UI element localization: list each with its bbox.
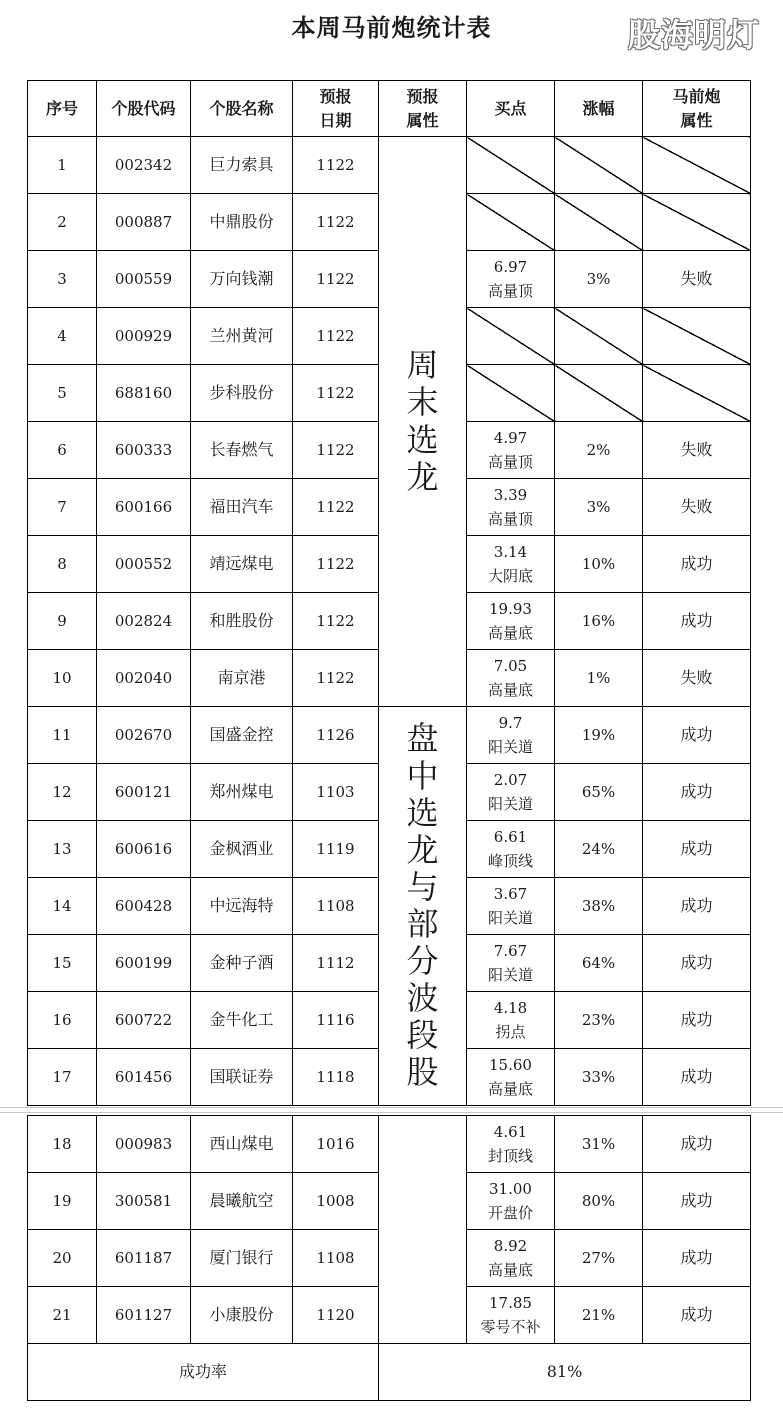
buy-price: 3.39 (493, 486, 528, 504)
cell-result: 成功 (643, 1287, 751, 1344)
group-char: 龙 (406, 457, 439, 496)
buy-type: 高量底 (487, 1261, 533, 1279)
cell-forecast-date: 1122 (293, 365, 379, 422)
cell-gain: 19% (555, 707, 643, 764)
cell-stock-name: 中远海特 (191, 878, 293, 935)
cell-buy-point (467, 935, 555, 992)
cell-stock-code: 000983 (97, 1116, 191, 1173)
header-code: 个股代码 (97, 81, 191, 137)
cell-gain-empty (555, 365, 643, 422)
cell-result-empty (643, 194, 751, 251)
cell-result: 成功 (643, 878, 751, 935)
buy-type: 阳关道 (487, 795, 533, 813)
cell-forecast-date: 1122 (293, 194, 379, 251)
group-intraday-pick (379, 707, 467, 1106)
cell-forecast-date: 1122 (293, 536, 379, 593)
cell-gain: 24% (555, 821, 643, 878)
cell-forecast-date: 1108 (293, 1230, 379, 1287)
group-char: 龙 (406, 830, 439, 869)
buy-price: 6.61 (493, 828, 528, 846)
cell-gain: 3% (555, 479, 643, 536)
cell-gain: 10% (555, 536, 643, 593)
cell-buy-point-empty (467, 308, 555, 365)
cell-result: 成功 (643, 707, 751, 764)
cell-stock-code: 601456 (97, 1049, 191, 1106)
cell-forecast-date: 1122 (293, 137, 379, 194)
cell-buy-point (467, 593, 555, 650)
cell-buy-point (467, 707, 555, 764)
buy-price: 4.18 (493, 999, 528, 1017)
cell-stock-code: 600199 (97, 935, 191, 992)
cell-seq: 19 (28, 1173, 97, 1230)
cell-buy-point (467, 536, 555, 593)
cell-buy-point (467, 1287, 555, 1344)
group-char: 波 (406, 979, 439, 1018)
cell-seq: 13 (28, 821, 97, 878)
buy-price: 8.92 (493, 1237, 528, 1255)
buy-price: 4.97 (493, 429, 528, 447)
cell-gain: 64% (555, 935, 643, 992)
cell-result-empty (643, 137, 751, 194)
cell-forecast-date: 1120 (293, 1287, 379, 1344)
group-char: 与 (406, 867, 439, 906)
buy-type: 拐点 (495, 1023, 526, 1041)
group-char: 部 (406, 905, 439, 943)
page-break-divider (0, 1107, 783, 1113)
cell-result: 成功 (643, 935, 751, 992)
group-char: 盘 (406, 719, 439, 758)
cell-seq: 4 (28, 308, 97, 365)
cell-seq: 6 (28, 422, 97, 479)
cell-stock-name: 厦门银行 (191, 1230, 293, 1287)
group-char: 中 (406, 756, 439, 795)
cell-forecast-date: 1122 (293, 422, 379, 479)
cell-seq: 5 (28, 365, 97, 422)
cell-gain-empty (555, 308, 643, 365)
cell-stock-code: 600121 (97, 764, 191, 821)
cell-seq: 18 (28, 1116, 97, 1173)
cell-result: 成功 (643, 821, 751, 878)
header-gain: 涨幅 (555, 81, 643, 137)
cell-buy-point (467, 1230, 555, 1287)
cell-buy-point (467, 251, 555, 308)
summary-row (28, 1344, 751, 1401)
cell-seq: 11 (28, 707, 97, 764)
group-char: 选 (406, 793, 439, 832)
cell-buy-point (467, 878, 555, 935)
cell-stock-name: 金种子酒 (191, 935, 293, 992)
cell-result-empty (643, 365, 751, 422)
cell-seq: 21 (28, 1287, 97, 1344)
cell-gain: 80% (555, 1173, 643, 1230)
cell-gain: 16% (555, 593, 643, 650)
cell-seq: 2 (28, 194, 97, 251)
cell-buy-point-empty (467, 365, 555, 422)
cell-stock-code: 002670 (97, 707, 191, 764)
cell-forecast-date: 1122 (293, 251, 379, 308)
header-result (643, 81, 751, 137)
cell-forecast-date: 1103 (293, 764, 379, 821)
cell-stock-name: 巨力索具 (191, 137, 293, 194)
buy-type: 高量底 (487, 624, 533, 642)
buy-price: 7.67 (493, 942, 528, 960)
cell-seq: 17 (28, 1049, 97, 1106)
cell-forecast-date: 1008 (293, 1173, 379, 1230)
page-title: 本周马前炮统计表 (291, 13, 492, 42)
cell-buy-point (467, 479, 555, 536)
cell-buy-point (467, 1049, 555, 1106)
cell-stock-code: 601187 (97, 1230, 191, 1287)
cell-stock-code: 600428 (97, 878, 191, 935)
cell-forecast-date: 1112 (293, 935, 379, 992)
cell-gain: 31% (555, 1116, 643, 1173)
cell-stock-name: 国盛金控 (191, 707, 293, 764)
watermark-logo: 股海明灯 (628, 16, 761, 54)
header-forecast-attr (379, 81, 467, 137)
cell-stock-name: 小康股份 (191, 1287, 293, 1344)
cell-stock-code: 300581 (97, 1173, 191, 1230)
buy-type: 阳关道 (487, 909, 533, 927)
cell-gain: 27% (555, 1230, 643, 1287)
table-row (28, 1116, 751, 1173)
buy-price: 9.7 (498, 714, 523, 732)
header-date (293, 81, 379, 137)
summary-label: 成功率 (28, 1344, 379, 1401)
cell-stock-name: 靖远煤电 (191, 536, 293, 593)
cell-result: 失败 (643, 422, 751, 479)
cell-stock-name: 长春燃气 (191, 422, 293, 479)
buy-type: 高量顶 (487, 282, 533, 300)
cell-stock-name: 兰州黄河 (191, 308, 293, 365)
cell-gain: 2% (555, 422, 643, 479)
cell-stock-code: 600616 (97, 821, 191, 878)
buy-price: 4.61 (493, 1123, 528, 1141)
group-continued (379, 1116, 467, 1344)
cell-result: 成功 (643, 1230, 751, 1287)
buy-type: 阳关道 (487, 738, 533, 756)
header-attr-line2: 属性 (406, 110, 439, 130)
buy-price: 15.60 (489, 1056, 532, 1074)
group-char: 末 (406, 383, 439, 422)
cell-stock-name: 郑州煤电 (191, 764, 293, 821)
cell-buy-point-empty (467, 137, 555, 194)
cell-stock-code: 000552 (97, 536, 191, 593)
buy-type: 高量底 (487, 1080, 533, 1098)
cell-seq: 16 (28, 992, 97, 1049)
cell-forecast-date: 1122 (293, 650, 379, 707)
table-header-row (28, 81, 751, 137)
cell-forecast-date: 1118 (293, 1049, 379, 1106)
cell-seq: 1 (28, 137, 97, 194)
cell-stock-name: 国联证券 (191, 1049, 293, 1106)
cell-stock-code: 688160 (97, 365, 191, 422)
cell-buy-point (467, 422, 555, 479)
cell-buy-point (467, 1116, 555, 1173)
cell-forecast-date: 1016 (293, 1116, 379, 1173)
cell-seq: 3 (28, 251, 97, 308)
cell-result: 成功 (643, 536, 751, 593)
cell-forecast-date: 1122 (293, 308, 379, 365)
cell-seq: 15 (28, 935, 97, 992)
cell-gain-empty (555, 194, 643, 251)
cell-result: 失败 (643, 251, 751, 308)
cell-stock-name: 步科股份 (191, 365, 293, 422)
cell-result: 成功 (643, 992, 751, 1049)
group-char: 分 (406, 942, 439, 981)
cell-gain-empty (555, 137, 643, 194)
buy-type: 高量底 (487, 681, 533, 699)
cell-seq: 10 (28, 650, 97, 707)
cell-stock-code: 601127 (97, 1287, 191, 1344)
cell-stock-name: 金枫酒业 (191, 821, 293, 878)
cell-seq: 14 (28, 878, 97, 935)
buy-type: 峰顶线 (487, 852, 533, 870)
cell-stock-name: 福田汽车 (191, 479, 293, 536)
buy-type: 零号不补 (480, 1318, 541, 1336)
cell-result: 成功 (643, 593, 751, 650)
cell-stock-code: 000559 (97, 251, 191, 308)
header-result-line2: 属性 (680, 110, 713, 130)
cell-gain: 21% (555, 1287, 643, 1344)
cell-stock-code: 600722 (97, 992, 191, 1049)
group-weekend-pick (379, 137, 467, 707)
cell-stock-code: 000887 (97, 194, 191, 251)
cell-buy-point (467, 821, 555, 878)
cell-result: 成功 (643, 1173, 751, 1230)
group-char: 选 (406, 420, 439, 459)
cell-stock-name: 万向钱潮 (191, 251, 293, 308)
cell-gain: 1% (555, 650, 643, 707)
cell-gain: 3% (555, 251, 643, 308)
cell-forecast-date: 1116 (293, 992, 379, 1049)
cell-stock-name: 南京港 (191, 650, 293, 707)
cell-result-empty (643, 308, 751, 365)
cell-forecast-date: 1108 (293, 878, 379, 935)
cell-stock-code: 600166 (97, 479, 191, 536)
header-date-line1: 预报 (319, 87, 352, 107)
cell-gain: 23% (555, 992, 643, 1049)
cell-seq: 12 (28, 764, 97, 821)
cell-stock-name: 中鼎股份 (191, 194, 293, 251)
header-seq: 序号 (28, 81, 97, 137)
cell-forecast-date: 1122 (293, 593, 379, 650)
cell-forecast-date: 1122 (293, 479, 379, 536)
summary-value: 81% (379, 1344, 751, 1401)
header-result-line1: 马前炮 (672, 87, 721, 107)
cell-result: 成功 (643, 764, 751, 821)
cell-buy-point (467, 764, 555, 821)
group-char: 股 (406, 1053, 439, 1092)
cell-gain: 33% (555, 1049, 643, 1106)
buy-type: 大阴底 (487, 567, 533, 585)
header-buy-point: 买点 (467, 81, 555, 137)
cell-gain: 65% (555, 764, 643, 821)
buy-price: 6.97 (493, 258, 528, 276)
cell-buy-point-empty (467, 194, 555, 251)
cell-buy-point (467, 650, 555, 707)
buy-price: 17.85 (489, 1294, 532, 1312)
cell-seq: 7 (28, 479, 97, 536)
group-char: 段 (406, 1016, 439, 1055)
cell-stock-code: 002824 (97, 593, 191, 650)
cell-seq: 9 (28, 593, 97, 650)
buy-type: 高量顶 (487, 510, 533, 528)
cell-stock-name: 和胜股份 (191, 593, 293, 650)
cell-seq: 20 (28, 1230, 97, 1287)
cell-gain: 38% (555, 878, 643, 935)
buy-price: 19.93 (489, 600, 532, 618)
cell-forecast-date: 1119 (293, 821, 379, 878)
group-char: 周 (406, 346, 439, 385)
cell-stock-code: 600333 (97, 422, 191, 479)
stats-table (27, 80, 751, 1106)
cell-buy-point (467, 1173, 555, 1230)
buy-price: 31.00 (489, 1180, 532, 1198)
header-attr-line1: 预报 (406, 87, 439, 107)
buy-price: 3.14 (493, 543, 528, 561)
buy-type: 封顶线 (487, 1147, 533, 1165)
table-row (28, 707, 751, 764)
cell-stock-name: 西山煤电 (191, 1116, 293, 1173)
buy-price: 2.07 (493, 771, 528, 789)
cell-stock-name: 晨曦航空 (191, 1173, 293, 1230)
stats-table-continued (27, 1115, 751, 1401)
header-name: 个股名称 (191, 81, 293, 137)
cell-stock-code: 002342 (97, 137, 191, 194)
header-date-line2: 日期 (319, 110, 352, 130)
cell-result: 失败 (643, 479, 751, 536)
buy-type: 开盘价 (487, 1204, 533, 1222)
cell-stock-name: 金牛化工 (191, 992, 293, 1049)
cell-buy-point (467, 992, 555, 1049)
buy-price: 3.67 (493, 885, 528, 903)
cell-result: 失败 (643, 650, 751, 707)
buy-type: 高量顶 (487, 453, 533, 471)
table-row (28, 137, 751, 194)
cell-stock-code: 000929 (97, 308, 191, 365)
cell-seq: 8 (28, 536, 97, 593)
buy-price: 7.05 (493, 657, 528, 675)
buy-type: 阳关道 (487, 966, 533, 984)
cell-result: 成功 (643, 1116, 751, 1173)
cell-stock-code: 002040 (97, 650, 191, 707)
cell-forecast-date: 1126 (293, 707, 379, 764)
cell-result: 成功 (643, 1049, 751, 1106)
